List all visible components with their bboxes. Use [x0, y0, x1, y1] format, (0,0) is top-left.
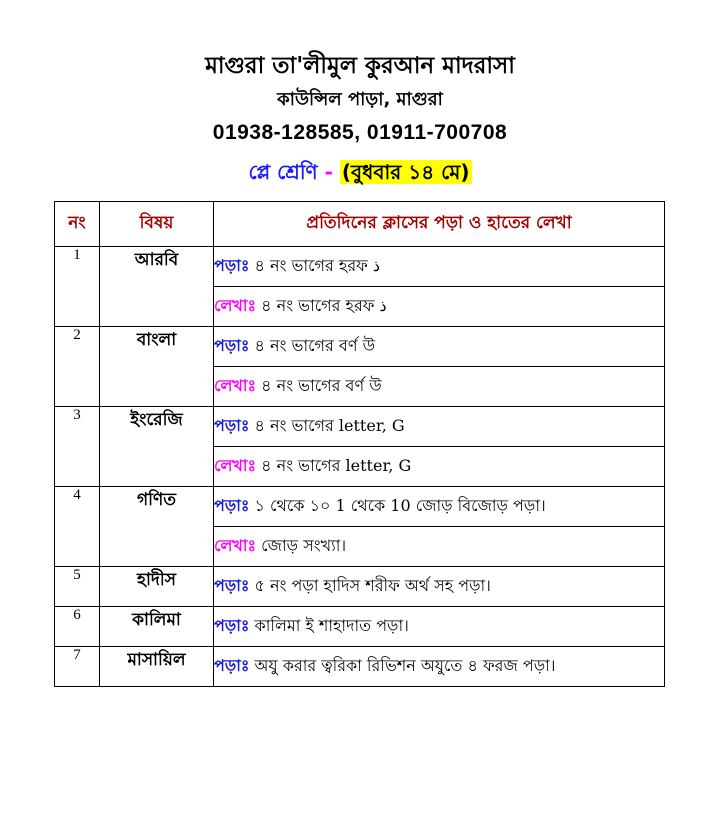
write-label: লেখাঃ: [214, 536, 257, 555]
row-number: 5: [55, 567, 100, 607]
read-label: পড়াঃ: [214, 616, 250, 635]
row-number: 6: [55, 607, 100, 647]
read-label: পড়াঃ: [214, 496, 250, 515]
daily-routine-table: [54, 201, 665, 687]
row-subject: কালিমা: [100, 607, 214, 647]
row-subject: ইংরেজি: [100, 407, 214, 487]
day-date-highlight: (বুধবার ১৪ মে): [341, 160, 470, 184]
document-header: [0, 48, 720, 192]
read-label: পড়াঃ: [214, 416, 250, 435]
row-subject: বাংলা: [100, 327, 214, 407]
read-text: ১ থেকে ১০ 1 থেকে 10 জোড় বিজোড় পড়া।: [249, 496, 546, 515]
read-label: পড়াঃ: [214, 336, 250, 355]
row-subject: মাসায়িল: [100, 647, 214, 687]
table-row: [55, 647, 665, 687]
read-label: পড়াঃ: [214, 576, 250, 595]
madrasa-address: কাউন্সিল পাড়া, মাগুরা: [277, 89, 443, 110]
write-task: [214, 527, 665, 567]
header-task: প্রতিদিনের ক্লাসের পড়া ও হাতের লেখা: [214, 202, 665, 247]
read-text: কালিমা ই শাহাদাত পড়া।: [249, 616, 409, 635]
write-label: লেখাঃ: [214, 456, 257, 475]
class-day-line: [0, 152, 720, 192]
read-task: [214, 247, 665, 287]
read-text: অযু করার ত্বরিকা রিভিশন অযুতে ৪ ফরজ পড়া।: [249, 656, 556, 675]
write-task: [214, 287, 665, 327]
madrasa-title: মাগুরা তা'লীমুল কুরআন মাদরাসা: [205, 53, 515, 79]
read-text: ৪ নং ভাগের হরফ ذ: [249, 256, 381, 275]
read-text: ৫ নং পড়া হাদিস শরীফ অর্থ সহ পড়া।: [249, 576, 491, 595]
write-text: ৪ নং ভাগের letter, G: [256, 456, 412, 475]
write-label: লেখাঃ: [214, 376, 257, 395]
write-task: [214, 367, 665, 407]
header-subject: বিষয়: [100, 202, 214, 247]
table-row: [55, 407, 665, 447]
table-row: [55, 567, 665, 607]
read-task: [214, 487, 665, 527]
write-text: ৪ নং ভাগের হরফ ذ: [256, 296, 387, 315]
read-task: [214, 407, 665, 447]
read-text: ৪ নং ভাগের বর্ণ উ: [249, 336, 376, 355]
write-text: জোড় সংখ্যা।: [256, 536, 347, 555]
write-text: ৪ নং ভাগের বর্ণ উ: [256, 376, 382, 395]
row-number: 2: [55, 327, 100, 407]
read-task: [214, 327, 665, 367]
row-subject: গণিত: [100, 487, 214, 567]
row-number: 3: [55, 407, 100, 487]
read-task: [214, 647, 665, 687]
class-name: প্লে শ্রেণি: [248, 160, 318, 184]
row-number: 1: [55, 247, 100, 327]
table-row: [55, 327, 665, 367]
read-task: [214, 607, 665, 647]
row-subject: হাদীস: [100, 567, 214, 607]
table-header-row: [55, 202, 665, 247]
table-row: [55, 247, 665, 287]
phone-numbers: 01938-128585, 01911-700708: [212, 121, 508, 144]
separator-dash: -: [324, 160, 333, 184]
read-label: পড়াঃ: [214, 256, 250, 275]
read-label: পড়াঃ: [214, 656, 250, 675]
header-number: নং: [55, 202, 100, 247]
table-row: [55, 607, 665, 647]
read-text: ৪ নং ভাগের letter, G: [249, 416, 405, 435]
row-subject: আরবি: [100, 247, 214, 327]
row-number: 4: [55, 487, 100, 567]
write-label: লেখাঃ: [214, 296, 257, 315]
row-number: 7: [55, 647, 100, 687]
table-row: [55, 487, 665, 527]
read-task: [214, 567, 665, 607]
write-task: [214, 447, 665, 487]
